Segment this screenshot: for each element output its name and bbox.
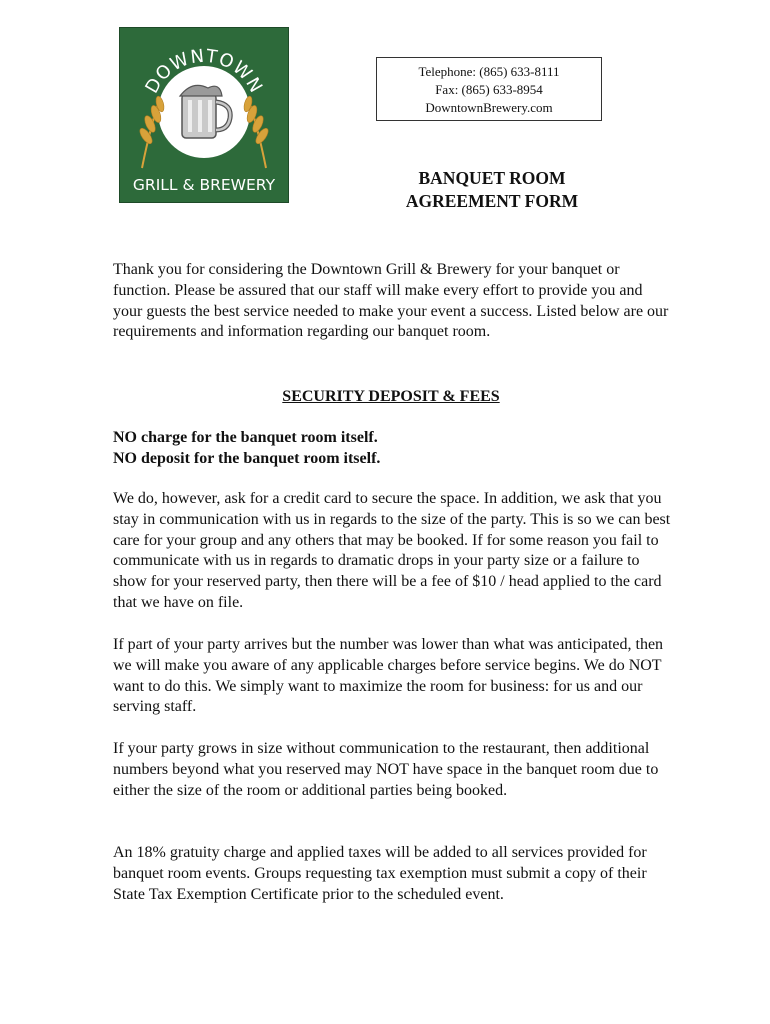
fax-number: Fax: (865) 633-8954 — [435, 82, 543, 97]
credit-card-paragraph: We do, however, ask for a credit card to secure the space. In addition, we ask that you stay in communication with us in regards to the size of the party. This is so we can best care for your group and any others that may be booked. If for some reason you fail to communicate with us in regards to dramatic drops in your party size or a failure to show for your reserved party, then there will be a fee of $10 / head applied to the card that we have on file. — [113, 490, 671, 611]
website-text: DowntownBrewery.com — [425, 100, 553, 115]
brewery-logo — [119, 27, 289, 203]
section-heading: SECURITY DEPOSIT & FEES — [282, 388, 500, 405]
form-title — [376, 167, 608, 213]
no-deposit-line: NO deposit for the banquet room itself. — [113, 449, 381, 467]
logo-bottom-text: GRILL & BREWERY — [132, 176, 276, 194]
contact-info-box — [376, 57, 602, 121]
gratuity-paragraph: An 18% gratuity charge and applied taxes will be added to all services provided for banquet room events. Groups requesting tax exemption must submit a copy of their State Tax Exemption Certificate prior to the scheduled event. — [113, 844, 647, 903]
intro-paragraph: Thank you for considering the Downtown Grill & Brewery for your banquet or function. Please be assured that our staff will make every effort to provide you and your guests the best service needed to make your event a success. Listed below are our requirements and information regarding our banquet room. — [113, 261, 669, 341]
fee-summary — [113, 428, 673, 470]
telephone-number: Telephone: (865) 633-8111 — [418, 64, 560, 79]
lower-count-paragraph: If part of your party arrives but the number was lower than what was anticipated, then we will make you aware of any applicable charges before service begins. We do NOT want to do this. We simply want to maximize the room for business: for us and our serving staff. — [113, 636, 664, 716]
no-charge-line: NO charge for the banquet room itself. — [113, 429, 378, 446]
party-growth-paragraph: If your party grows in size without communication to the restaurant, then additional numbers beyond what you reserved may NOT have space in the banquet room due to either the size of the room or additional parties being booked. — [113, 740, 659, 799]
logo-top-text: DOWNTOWN — [141, 45, 267, 98]
form-title-line1: BANQUET ROOM — [418, 168, 566, 188]
logo-graphic — [120, 28, 288, 202]
form-title-line2: AGREEMENT FORM — [405, 191, 579, 211]
